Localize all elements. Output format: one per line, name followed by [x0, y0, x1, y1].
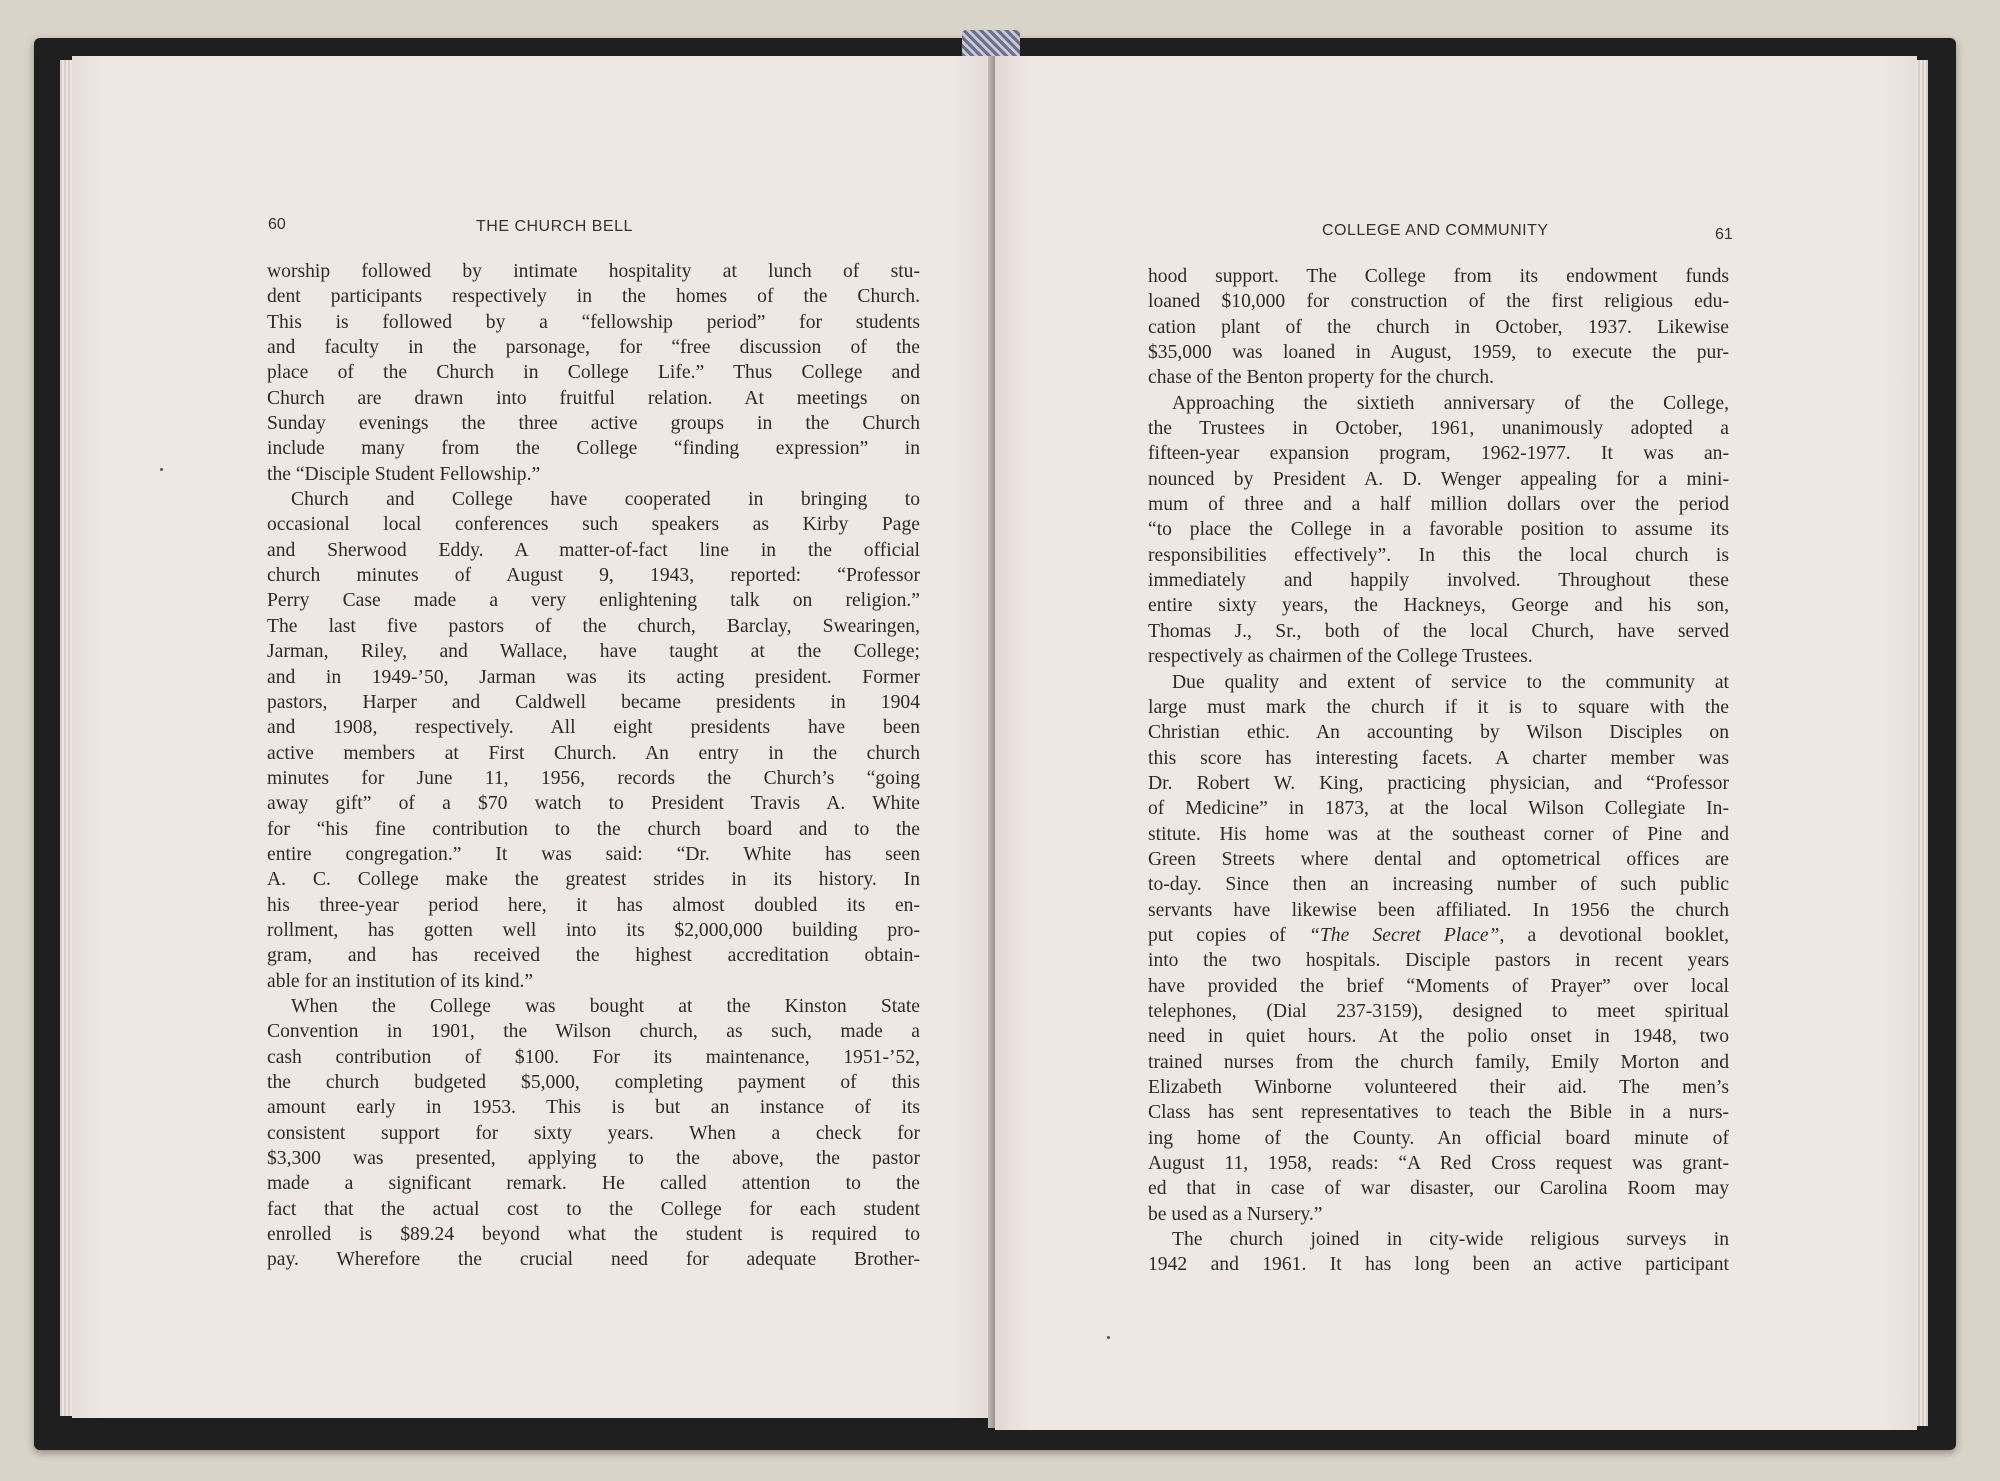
book-binding — [962, 30, 1020, 56]
text-line: Christian ethic. An accounting by Wilson Disciples on — [1148, 722, 1729, 744]
text-line: fact that the actual cost to the College for each student — [267, 1198, 920, 1220]
text-line: Approaching the sixtieth anniversary of the College, — [1172, 392, 1729, 414]
text-line: Class has sent representatives to teach the Bible in a nurs- — [1148, 1102, 1729, 1124]
text-line: and faculty in the parsonage, for “free discussion of the — [267, 337, 920, 359]
text-line: ed that in case of war disaster, our Carolina Room may — [1148, 1178, 1729, 1200]
text-line: “to place the College in a favorable position to assume its — [1148, 519, 1729, 541]
text-line: chase of the Benton property for the church. — [1148, 367, 1495, 389]
text-line: Church are drawn into fruitful relation. At meetings on — [267, 387, 920, 409]
text-line: active members at First Church. An entry in the church — [267, 742, 920, 764]
text-line: able for an institution of its kind.” — [267, 970, 534, 992]
text-line: immediately and happily involved. Throughout these — [1148, 570, 1729, 592]
text-line: ing home of the County. An official board minute of — [1148, 1127, 1729, 1149]
text-line: and in 1949-’50, Jarman was its acting president. Former — [267, 666, 920, 688]
right-page-edges — [1916, 60, 1928, 1426]
text-line: mum of three and a half million dollars over the period — [1148, 494, 1729, 516]
text-line: worship followed by intimate hospitality at lunch of stu- — [267, 261, 920, 282]
text-line: the “Disciple Student Fellowship.” — [267, 463, 541, 485]
text-line: servants have likewise been affiliated. In 1956 the church — [1148, 899, 1729, 921]
text-line: for “his fine contribution to the church board and to the — [267, 818, 920, 840]
text-line: loaned $10,000 for construction of the first religious edu- — [1148, 291, 1729, 313]
text-line: the church budgeted $5,000, completing payment of this — [267, 1072, 920, 1093]
text-line: The church joined in city-wide religious surveys in — [1172, 1229, 1729, 1251]
text-line: consistent support for sixty years. When a check for — [267, 1122, 920, 1144]
left-page — [72, 56, 992, 1418]
text-line: Convention in 1901, the Wilson church, as such, made a — [267, 1021, 920, 1043]
text-line: Perry Case made a very enlightening talk on religion.” — [267, 590, 920, 612]
text-line: dent participants respectively in the homes of the Church. — [267, 286, 920, 308]
text-line: into the two hospitals. Disciple pastors in recent years — [1148, 950, 1729, 972]
text-line: pastors, Harper and Caldwell became presidents in 1904 — [267, 691, 920, 713]
text-line: have provided the brief “Moments of Prayer” over local — [1148, 975, 1729, 997]
text-line: gram, and has received the highest accreditation obtain- — [267, 945, 920, 967]
left-running-head: THE CHURCH BELL — [476, 218, 633, 235]
text-line: stitute. His home was at the southeast corner of Pine and — [1148, 823, 1729, 845]
text-line: to-day. Since then an increasing number of such public — [1148, 874, 1729, 896]
text-line: hood support. The College from its endowment funds — [1148, 266, 1729, 287]
text-line: the Trustees in October, 1961, unanimously adopted a — [1148, 418, 1729, 440]
text-line: put copies of “The Secret Place”, a devotional booklet, — [1148, 924, 1729, 946]
text-line: trained nurses from the church family, Emily Morton and — [1148, 1051, 1729, 1073]
text-line: fifteen-year expansion program, 1962-1977. It was an- — [1148, 443, 1729, 465]
text-line: respectively as chairmen of the College Trustees. — [1148, 646, 1533, 668]
text-line: be used as a Nursery.” — [1148, 1203, 1323, 1225]
text-line: occasional local conferences such speakers as Kirby Page — [267, 514, 920, 536]
text-line: A. C. College make the greatest strides in its history. In — [267, 869, 920, 891]
text-line: of Medicine” in 1873, at the local Wilson Collegiate In- — [1148, 798, 1729, 820]
text-line: August 11, 1958, reads: “A Red Cross request was grant- — [1148, 1153, 1729, 1175]
text-line: telephones, (Dial 237-3159), designed to meet spiritual — [1148, 1000, 1729, 1022]
text-line: Due quality and extent of service to the community at — [1172, 671, 1729, 693]
text-line: amount early in 1953. This is but an instance of its — [267, 1097, 920, 1119]
text-line: nounced by President A. D. Wenger appealing for a mini- — [1148, 468, 1729, 490]
text-line: and Sherwood Eddy. A matter-of-fact line in the official — [267, 539, 920, 561]
text-line: place of the Church in College Life.” Thus College and — [267, 362, 920, 384]
text-line: large must mark the church if it is to square with the — [1148, 696, 1729, 718]
text-line: Jarman, Riley, and Wallace, have taught at the College; — [267, 641, 920, 663]
text-line: responsibilities effectively”. In this the local church is — [1148, 544, 1729, 566]
text-line: Elizabeth Winborne volunteered their aid. The men’s — [1148, 1077, 1729, 1098]
text-line: Green Streets where dental and optometrical offices are — [1148, 848, 1729, 870]
text-line: Church and College have cooperated in bringing to — [291, 489, 920, 511]
right-body-text — [1148, 264, 1729, 1278]
text-line: entire congregation.” It was said: “Dr. White has seen — [267, 843, 920, 865]
text-line: When the College was bought at the Kinston State — [291, 995, 920, 1017]
text-line: this score has interesting facets. A charter member was — [1148, 747, 1729, 769]
text-line: church minutes of August 9, 1943, reported: “Professor — [267, 565, 920, 587]
text-line: 1942 and 1961. It has long been an active participant — [1148, 1254, 1729, 1276]
text-line: The last five pastors of the church, Barclay, Swearingen, — [267, 615, 920, 637]
text-line: $3,300 was presented, applying to the above, the pastor — [267, 1148, 920, 1170]
text-line: $35,000 was loaned in August, 1959, to execute the pur- — [1148, 342, 1729, 364]
text-line: his three-year period here, it has almost doubled its en- — [267, 894, 920, 916]
text-line: pay. Wherefore the crucial need for adequate Brother- — [267, 1249, 920, 1271]
stray-mark — [160, 468, 163, 471]
text-line: and 1908, respectively. All eight presidents have been — [267, 717, 920, 739]
right-page — [995, 56, 1917, 1430]
text-line: enrolled is $89.24 beyond what the student is required to — [267, 1224, 920, 1246]
right-page-number: 61 — [1715, 226, 1733, 243]
text-line: cash contribution of $100. For its maintenance, 1951-’52, — [267, 1046, 920, 1068]
text-line: Dr. Robert W. King, practicing physician, and “Professor — [1148, 772, 1729, 794]
text-line: need in quiet hours. At the polio onset in 1948, two — [1148, 1026, 1729, 1048]
text-line: rollment, has gotten well into its $2,000,000 building pro- — [267, 919, 920, 941]
text-line: Thomas J., Sr., both of the local Church, have served — [1148, 620, 1729, 642]
text-line: away gift” of a $70 watch to President Travis A. White — [267, 793, 920, 815]
text-line: minutes for June 11, 1956, records the Church’s “going — [267, 767, 920, 789]
stray-mark — [1107, 1336, 1110, 1339]
text-line: This is followed by a “fellowship period” for students — [267, 311, 920, 333]
text-line: include many from the College “finding expression” in — [267, 438, 920, 460]
text-line: Sunday evenings the three active groups in the Church — [267, 413, 920, 435]
text-line: entire sixty years, the Hackneys, George and his son, — [1148, 595, 1729, 617]
left-page-number: 60 — [268, 216, 286, 233]
text-line: cation plant of the church in October, 1937. Likewise — [1148, 316, 1729, 338]
text-line: made a significant remark. He called attention to the — [267, 1173, 920, 1195]
left-body-text — [267, 259, 920, 1273]
right-running-head: COLLEGE AND COMMUNITY — [1322, 222, 1549, 239]
